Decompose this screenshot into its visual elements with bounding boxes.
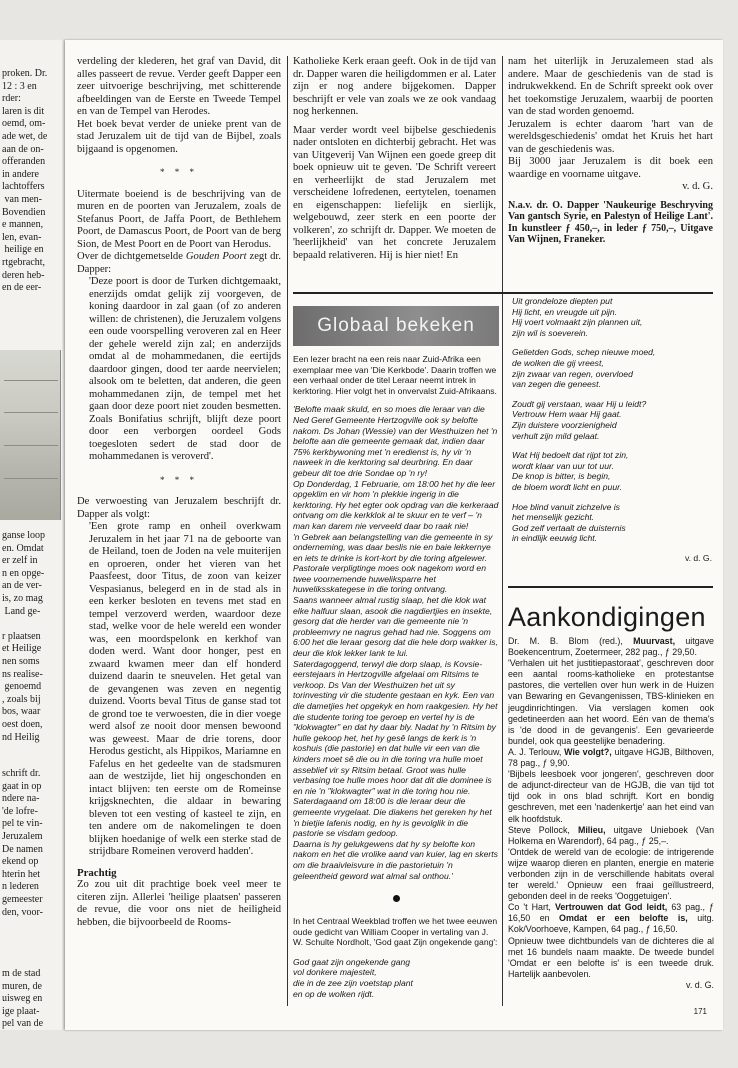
announcement-description: 'Bijbels leesboek voor jongeren', geschreven door de adjunct-directeur van de HGJB, die van tijd tot tijd ook in ons blad schrijft. Kort en bondig geschreven, met een 'nadenkertje' aan het eind van elk hoofdstuk. xyxy=(508,769,714,824)
intro-text: Een lezer bracht na een reis naar Zuid-Afrika een exemplaar mee van 'Die Kerkbode'. Daarin troffen we een verhaal onder de titel Leraar neemt intrek in kerktoring. Hier volgt het in onvervalst Zuid-Afrikaans. xyxy=(293,354,497,396)
announcement-description: Opnieuw twee dichtbundels van de dichteres die al met 16 bundels naam maakte. De tweede bundel 'Omdat er een belofte is' is een tweede druk. Hartelijk aanbevolen. xyxy=(508,935,714,979)
book-title: Omdat er een belofte is, xyxy=(559,913,688,924)
previous-page-text-mid: ganse loop en. Omdat er zelf in n en opge- an de ver- is, zo mag Land ge- r plaatsen et Heilige nen soms ns realise- genoemd , zoals bij bos, waar oest doen, nd Heilig xyxy=(2,530,46,743)
article-paragraph: 'n Gebrek aan belangstelling van die gemeente in sy onderneming, was daar beslis nie en baie lekkernye en iets te drinke is kort-kort by die toring afgelewer. xyxy=(293,531,493,563)
paragraph: De verwoesting van Jeruzalem beschrijft dr. Dapper als volgt: xyxy=(77,496,281,520)
paragraph: Maar verder wordt veel bijbelse geschiedenis nader ontsloten en dichterbij gebracht. Het was van Uitgeverij Van Wijnen een goede greep dit boek opnieuw uit te geven. 'De Schrift vereert en verheerlijkt de stad Jeruzalem met verscheidene lofredenen, eertytelen, toenamen en eigenschappen: liefelijk en sierlijk, welgebouwd, zeer sterk en een poorte der volkeren', zo schrijft dr. Dapper. We moeten de 'heerlijkheid' van het concrete Jeruzalem bepaald relativeren. Hij is hier niet! En xyxy=(293,124,496,261)
announcement-description: 'Ontdek de wereld van de ecologie: de intrigerende wijze waarop dieren en planten, energie en materie verbonden zijn in de verschillende habitats overal ter wereld.' Opnieuw een fraai geïllustreerd, gebonden deel in de reeks 'Ooggetuigen'. xyxy=(508,846,714,902)
column-3 xyxy=(508,56,713,246)
globaal-bekeken-box xyxy=(293,306,499,999)
article-paragraph: Saans wanneer almal rustig slaap, het die klok wat elke halfuur slaan, asook die nagdiertjies en insekte, gesorg dat die herder van die gemeente nie 'n probleemvry ne nagrus gehad had nie. Soggens om 6:00 het die leraar gesorg dat die hele dorp wakker is, deur die klok lekker lank te lui. xyxy=(293,595,498,659)
paragraph: verdeling der klederen, het graf van David, dit alles passeert de revue. Verder geeft Dapper een zeer uitvoerige beschrijving, met schitterende afbeeldingen van de Eerste en Tweede Tempel en van de Tempel van Herodes. xyxy=(77,56,281,117)
paragraph: Bij 3000 jaar Jeruzalem is dit boek een waardige en voorname uitgave. xyxy=(508,156,713,180)
paragraph: Zo zou uit dit prachtige boek veel meer te citeren zijn. Allerlei 'heilige plaatsen' passeren de revue, die voor ons niet de heiligheid hebben, die bijvoorbeeld de Rooms- xyxy=(77,879,281,928)
author-signature: v. d. G. xyxy=(686,979,714,990)
centraal-weekblad-intro: In het Centraal Weekblad troffen we het twee eeuwen oude gedicht van William Cooper in vertaling van J. W. Schulte Nordholt, 'God gaat Zijn ongekende gang': xyxy=(293,916,498,948)
author-signature: v. d. G. xyxy=(682,181,713,192)
article-paragraph: 'Belofte maak skuld, en so moes die leraar van die Ned Geref Gemeente Hertzogville ook sy belofte nakom. Ds Johan (Wessie) van der Westhuizen het 'n belofte aan die gemeente gemaak dat, indien daar 75% kerkbywoning met 'n eredienst is, hy vir 'n naweek in die kerktoring sal deurbring. En daar gebeur dit toe drie Sondae op 'n ry! xyxy=(293,404,498,478)
previous-page-text-low: schrift dr. gaat in op ndere na- 'de lofre- pel te vin- Jeruzalem De namen ekend op hterin het n lederen gemeester den, voor- xyxy=(2,768,43,918)
section-divider: * * * xyxy=(160,474,198,485)
poem-stanza: Zoudt gij verstaan, waar Hij u leidt? Vertrouw Hem waar Hij gaat. Zijn duistere voorzienigheid verhult zijn mild gelaat. xyxy=(512,398,647,441)
column-1 xyxy=(77,56,281,929)
poem-continuation xyxy=(512,296,712,572)
section-divider: * * * xyxy=(160,167,198,177)
bullet-separator xyxy=(393,895,400,902)
book-title: Milieu, xyxy=(577,824,606,835)
poem-stanza: Wat Hij bedoelt dat rijpt tot zin, wordt klaar van uur tot uur. De knop is bitter, is begin, de bloem wordt licht en puur. xyxy=(512,450,629,492)
poem-stanza: Gelietden Gods, schep nieuwe moed, de wolken die gij vreest, zijn zwaar van regen, overvloed van zegen die geneest. xyxy=(512,347,656,390)
subheading-prachtig: Prachtig xyxy=(77,866,117,879)
previous-page-text-bottom: m de stad muren, de uisweg en ige plaat- pel van de xyxy=(2,968,44,1030)
paragraph: Het boek bevat verder de unieke prent van de stad Jeruzalem uit de tijd van de Bijbel, zoals bijgaand is opgenomen. xyxy=(77,118,281,155)
announcement-item: A. J. Terlouw, Wie volgt?, uitgave HGJB, Bilthoven, 78 pag., ƒ 9,90. xyxy=(508,746,714,769)
announcement-item: Steve Pollock, Milieu, uitgave Unieboek (Van Holkema en Warendorf), 64 pag., ƒ 25,–. xyxy=(508,824,715,846)
paragraph: nam het uiterlijk in Jeruzalemeen stad als andere. Maar de geschiedenis van de stad is indrukwekkend. En de Schrift spreekt ook over het toekomstige Jeruzalem, waarbij de poorten van de stad worden genoemd. xyxy=(508,56,713,117)
poem-stanza: Hoe blind vanuit zichzelve is het menselijk gezicht. God zelf vertaalt de duisternis in eindlijk eeuwig licht. xyxy=(512,501,626,544)
page-number: 171 xyxy=(693,1007,707,1016)
announcement-description: 'Verhalen uit het justitiepastoraat', geschreven door een aantal rooms-katholieke en protestantse pastores, die vertellen over hun werk in de Huizen van Bewaring en Gevangenissen, TBS-klinieken en jeugdinrichtingen. Via verslagen komen ook gedetineerden aan het woord. Eén van de thema's is 'de dood in de gevangenis'. Een gevarieerde bundel, ook qua geestelijke benadering. xyxy=(508,658,714,746)
article-paragraph: Saterdagoggend, terwyl die dorp slaap, is Kovsie-eerstejaars in Hertzogville afgelaai om Ritsims te verkoop. Ds Van der Westhuizen het uit sy torinvesting vir die studente gestaan en kyk. Een van die dametjies het opgekyk en hom raakgesien. Hy het die studente toring toe geroep en vertel hy is de "klokwagter" en dat hy daar bly. Nadat hy 'n Ritsim by hulle gekoop het, het hy gesê langs de kerk is 'n koshuis (die pastorie) en dat hulle vir een van die kinders moet sê die ou in die toring vra hulle moet asseblief vir sy Ritsim betaal. Groot was hulle verbasing toe hulle moes hoor dat dit die dominee is en nie 'n "klokwagter" wat in die toring hou nie. xyxy=(293,658,498,796)
column-2 xyxy=(293,56,496,262)
aankondigingen-section xyxy=(508,602,714,991)
section-rule xyxy=(293,292,713,294)
book-title: Muurvast, xyxy=(633,636,676,646)
announcement-item: Co 't Hart, Vertrouwen dat God leidt, 63 pag., ƒ 16,50 en Omdat er een belofte is, uitg. Kok/Voorhoeve, Kampen, 64 pag., ƒ 16,50. xyxy=(508,902,714,935)
article-paragraph: Daarna is hy gelukgewens dat hy sy belofte kon nakom en het die vrolike aand van kuier, lag en skerts om die braaivleisvure in die pastorietuin 'n geleentheid geword wat almal sal onthou.' xyxy=(293,838,498,881)
jerusalem-print-fragment xyxy=(0,350,61,520)
poem-stanza: Uit grondeloze diepten put Hij licht, en vreugde uit pijn. Hij voert volmaakt zijn plannen uit, zijn wil is soeverein. xyxy=(512,296,643,338)
poem-stanza: God gaat zijn ongekende gang vol donkere majesteit, die in de zee zijn voetstap plant en op de wolken rijdt. xyxy=(293,956,413,999)
book-info: N.a.v. dr. O. Dapper 'Naukeurige Beschryving Van gantsch Syrie, en Palestyn of Heilige Lant'. In kunstleer ƒ 450,–, in leder ƒ 750,–, Uitgave Van Wijnen, Franeker. xyxy=(508,199,713,246)
paragraph: Jeruzalem is echter daarom 'hart van de wereldsgeschiedenis' omdat het Kruis het hart van de geschiedenis was. xyxy=(508,118,713,155)
paragraph: Katholieke Kerk eraan geeft. Ook in de tijd van dr. Dapper waren die heiligdommen er al. Later zijn er nog andere bijgekomen. Dapper beschrijft er vele van zoals we ze ook vandaag nog herkennen. xyxy=(293,56,496,117)
column-divider xyxy=(287,56,288,1006)
gouden-poort-term: Gouden Poort xyxy=(185,251,247,262)
section-title: Aankondigingen xyxy=(508,602,706,632)
paragraph: Uitermate boeiend is de beschrijving van de muren en de poorten van Jeruzalem, zoals de Stefanus Poort, de Jaffa Poort, de Bethlehem Poort, de Damascus Poort, de Poort van de berg Sion, de Mest Poort en de Poort van Herodus. xyxy=(77,188,281,250)
article-paragraph: Op Donderdag, 1 Februarie, om 18:00 het hy die leer opgeklim en vir hom 'n plekkie ingerig in die kerktoring. Hy het egter ook opdrag van die kerkeraad ontvang om die kerkklok al te skuur en te verf – 'n man kan darem nie verveeld daar bo raak nie! xyxy=(293,478,499,531)
book-title: Vertrouwen dat God leidt, xyxy=(554,902,668,913)
column-divider xyxy=(502,56,503,1006)
article-paragraph: Pastorale verpligtinge moes ook nagekom word en twee voornemende huweliksparre het huweliksskategese in die toring ontvang. xyxy=(293,563,486,595)
previous-page-text-top: proken. Dr. 12 : 3 en rder: laren is dit oemd, om- ade wet, de aan de on- offeranden in andere lachtoffers van men- Bovendien e mannen, len, evan- heilige en rtgebracht, deren heb- en de eer- xyxy=(2,68,48,294)
paragraph: Over de dichtgemetselde Gouden Poort zegt dr. Dapper: xyxy=(77,251,281,275)
author-signature: v. d. G. xyxy=(684,552,712,563)
quote-gouden-poort: 'Deze poort is door de Turken dichtgemaakt, enerzijds omdat gelijk zij voorgeven, de koning daardoor in zal gaan (of zo anderen willen: de christenen), die Jeruzalem volgens een oude voorspelling veroveren zal en Heer der gehele wereld zijn zal; en anderzijds omdat al de mohammedanen, die eertijds daardoor gingen, dood ter aarde neervielen; alsook om te beletten, dat anderen, die geen mohammedanen zijn, de tempel met het gaan door deze poort niet zouden besmetten. Zoals Bonifatius schrijft, blijft deze poort door een verborgen oordeel Gods toegesloten sedert de stad door de mohammedanen is veroverd'. xyxy=(89,276,281,462)
section-rule xyxy=(508,586,713,588)
book-title: Wie volgt?, xyxy=(564,746,612,757)
previous-page-edge xyxy=(0,40,62,1030)
article-paragraph: Saterdagaand om 18:00 is die leraar deur die gemeente vrygelaat. Die diakens het gereken hy het 'n bietjie lafenis nodig, en hy is gevolglik in die pastorie se visdam gedoop. xyxy=(293,796,492,839)
page xyxy=(65,40,723,1030)
globaal-bekeken-banner: Globaal bekeken xyxy=(293,306,499,346)
announcement-item: Dr. M. B. Blom (red.), Muurvast, uitgave Boekencentrum, Zoetermeer, 282 pag., ƒ 29,50. xyxy=(508,636,714,658)
quote-verwoesting: 'Een grote ramp en onheil overkwam Jeruzalem in het jaar 71 na de geboorte van de Heiland, toen de Joden na vele muiterijen en oproeren, onder het vieren van het Paasfeest, door Titus, de zoon van keizer Vespasianus, belegerd en in de stad als in een kerker besloten en tevens met stad en tempel verzoverd werden, waardoor deze stad, welke voor de hele wereld een wonder was, een moordspelonk en kerkhof van doden werd. Want door honger, pest en zwaard kwamen meer dan elf honderd duizend daarin te sneuvelen. Het getal van de gevangenen was zeven en negentig duizend. Voorts beval Titus de ganse stad tot de grond toe te verwoesten, die in dier voege werd alsof ze nooit door mensen bewoond was geweest. Maar de drie torens, door Herodus gesticht, als Hippikos, Mariamne en Fafelus en het gedeelte van de stadsmuren aan de westzijde, liet hij ongeschonden en intact blijven: ten eerste om de Romeinse krijgsknechten, die aldaar in bewaring bleven tot een vesting of kasteel te zijn, en ten andere om de nakomelingen te doen blijken hoedanige of welk een sterke stad de strijdbare Romeinen veroverd hadden'. xyxy=(89,521,281,857)
